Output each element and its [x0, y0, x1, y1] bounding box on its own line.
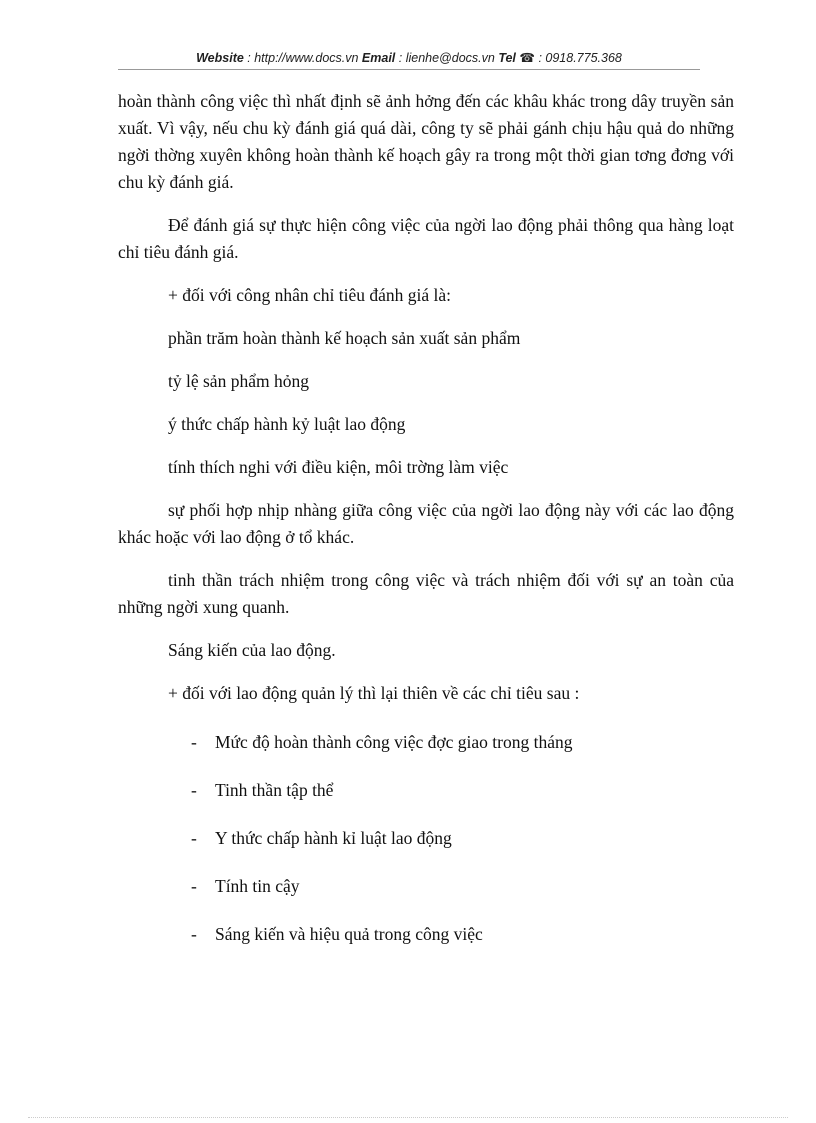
list-item	[118, 825, 734, 852]
paragraph-4: phần trăm hoàn thành kế hoạch sản xuất sản phẩm	[168, 328, 521, 348]
bullet-dash: -	[191, 828, 197, 848]
email-label: Email	[361, 51, 396, 65]
paragraph-6: ý thức chấp hành kỷ luật lao động	[168, 414, 406, 434]
bullet-dash: -	[191, 780, 197, 800]
page-bottom-border	[28, 1117, 788, 1118]
list-item	[118, 873, 734, 900]
criteria-list	[118, 729, 734, 948]
bullet-dash: -	[191, 732, 197, 752]
list-item-text: Tinh thần tập thể	[215, 780, 334, 800]
list-item	[118, 921, 734, 948]
list-item-text: Y thức chấp hành kỉ luật lao động	[215, 828, 452, 848]
paragraph-9: tinh thần trách nhiệm trong công việc và trách nhiệm đối với sự an toàn của những ngời xung quanh.	[118, 570, 734, 617]
paragraph-3: + đối với công nhân chỉ tiêu đánh giá là:	[168, 285, 452, 305]
bullet-dash: -	[191, 876, 197, 896]
paragraph-7: tính thích nghi với điều kiện, môi trờng làm việc	[168, 457, 509, 477]
phone-icon: ☎	[519, 51, 535, 65]
paragraph-1: hoàn thành công việc thì nhất định sẽ ảnh hởng đến các khâu khác trong dây truyền sản xuất. Vì vậy, nếu chu kỳ đánh giá quá dài, công ty sẽ phải gánh chịu hậu quả do những ngời thờng xuyên không hoàn thành kế hoạch gây ra trong một thời gian tơng đơng với chu kỳ đánh giá.	[118, 91, 734, 192]
paragraph-8: sự phối hợp nhịp nhàng giữa công việc của ngời lao động này với các lao động khác hoặc với lao động ở tổ khác.	[118, 500, 734, 547]
email-address[interactable]: : lienhe@docs.vn	[395, 51, 499, 65]
website-label: Website	[196, 51, 244, 65]
list-item-text: Mức độ hoàn thành công việc đợc giao trong tháng	[215, 732, 573, 752]
header-divider	[118, 69, 700, 70]
tel-label: Tel	[498, 51, 516, 65]
paragraph-10: Sáng kiến của lao động.	[168, 640, 336, 660]
paragraph-11: + đối với lao động quản lý thì lại thiên về các chỉ tiêu sau :	[168, 683, 580, 703]
document-body	[118, 88, 734, 969]
list-item-text: Sáng kiến và hiệu quả trong công việc	[215, 924, 483, 944]
list-item	[118, 777, 734, 804]
tel-number: : 0918.775.368	[534, 51, 622, 65]
paragraph-5: tỷ lệ sản phẩm hỏng	[168, 371, 309, 391]
paragraph-2: Để đánh giá sự thực hiện công việc của ngời lao động phải thông qua hàng loạt chỉ tiêu đánh giá.	[118, 215, 734, 262]
list-item-text: Tính tin cậy	[215, 876, 300, 896]
page-header	[118, 50, 700, 65]
website-url[interactable]: : http://www.docs.vn	[243, 51, 362, 65]
bullet-dash: -	[191, 924, 197, 944]
list-item	[118, 729, 734, 756]
